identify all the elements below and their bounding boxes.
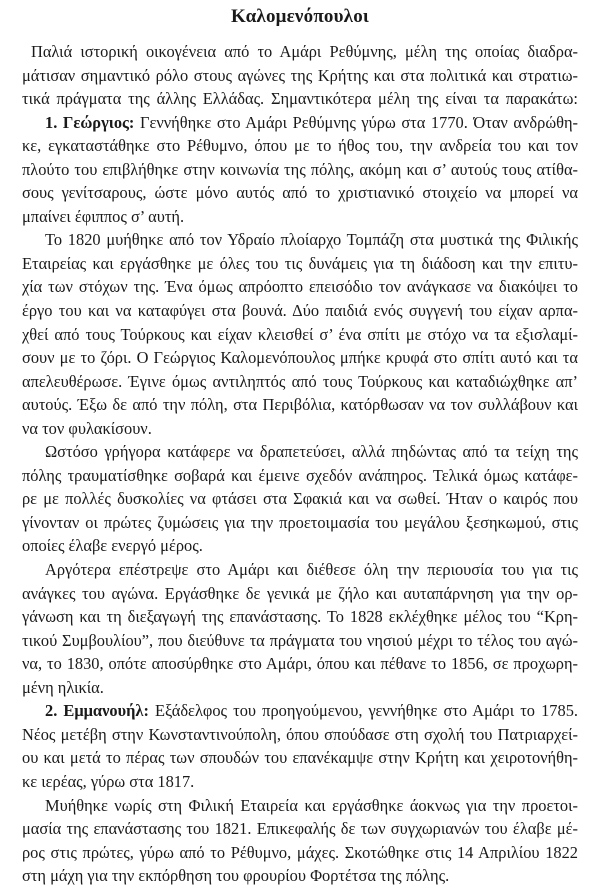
line-text: ρος στις πρώτες, γύρω από το Ρέθυμνο, μάχες. Σκοτώθηκε στις 14 Απριλίου 1822 [22,842,578,862]
line-text: αυτούς. Έξω δε από την πόλη, στα Περιβόλια, κατόρθωσαν να τον συλλάβουν και [22,395,578,415]
line-text: τικού Συμβουλίου”, που διεύθυνε τα πράγματα του νησιού μέχρι το τέλος του αγώ- [22,630,578,650]
line-text: απελευθέρωσε. Έγινε όμως αντιληπτός από τους Τούρκους και καταδιώχθηκε απ’ [22,371,578,391]
text-line [22,323,578,347]
line-text: Μυήθηκε νωρίς στη Φιλική Εταιρεία και εργάσθηκε άοκνως για την προετοι- [45,795,578,815]
line-text: Εταιρείας και εργάσθηκε με όλες του τις δυνάμεις για τη διάδοση και την επιτυ- [22,253,578,273]
text-line [22,181,578,205]
line-text: Το 1820 μυήθηκε από τον Υδραίο πλοίαρχο Τομπάζη στα μυστικά της Φιλικής [45,230,578,250]
line-text: να τον φυλακίσουν. [22,418,152,438]
text-line [22,746,578,770]
text-line [22,817,578,841]
text-line [22,40,578,64]
line-text: μένη ηλικία. [22,677,104,697]
text-line [22,158,578,182]
line-text: χία των στόχων της. Ένα όμως απρόοπτο επεισόδιο τον ανάγκασε να διακόψει το [22,277,578,297]
text-line [22,582,578,606]
text-line [22,393,578,417]
line-text: σουν με το ζόρι. Ο Γεώργιος Καλομενόπουλος μπήκε κρυφά στο σπίτι αυτό και τα [22,348,578,368]
page-title: Καλομενόπουλοι [230,6,370,27]
text-line [22,794,578,818]
text-line [22,464,578,488]
section-heading: 2. Εμμανουήλ: [45,701,149,721]
text-line [22,629,578,653]
line-text: μπαίνει έφιππος σ’ αυτή. [22,206,185,226]
text-line [22,134,578,158]
text-line [22,346,578,370]
text-line [22,558,578,582]
text-line [22,370,578,394]
line-text: κε, εγκαταστάθηκε στο Ρέθυμνο, όπου με το ήθος του, την ανδρεία του και τον [22,136,578,156]
text-line [22,299,578,323]
line-text: μασία της επανάστασης του 1821. Επικεφαλής δε των συγχωριανών του έλαβε μέ- [22,819,578,839]
line-text: Αργότερα επέστρεψε στο Αμάρι και διέθεσε όλη την περιουσία του για τις [45,560,578,580]
text-line [22,252,578,276]
line-text: ανάγκες του αγώνα. Εργάσθηκε δε γενικά με ζήλο και αυταπάρνηση για την ορ- [22,583,578,603]
text-line [22,111,578,135]
line-text: πλούτο του επιβλήθηκε στην κοινωνία της πόλης, ακόμη και σ’ αυτούς τους ατίθα- [22,159,578,179]
text-line [22,440,578,464]
text-line [22,723,578,747]
line-text: τικά πράγματα της άλλης Ελλάδας. Σημαντικότερα μέλη της είναι τα παρακάτω: [22,89,578,109]
line-text: γάνωση και τη διεξαγωγή της επανάστασης. Το 1828 εκλέχθηκε μέλος του “Κρη- [22,607,578,627]
line-text: στη μάχη για την εκπόρθηση του φρουρίου Φορτέτσα της πόλης. [22,866,450,886]
line-text: γίνονταν οι πρώτες ζυμώσεις για την προετοιμασία του μεγάλου ξεσηκωμού, στις [22,512,578,532]
line-text: Γεννήθηκε στο Αμάρι Ρεθύμνης γύρω στα 1770. Όταν ανδρώθη- [134,112,578,132]
line-text: σους γενίτσαρους, ώστε μόνο αυτός από το χριστιανικό στοιχείο να μπορεί να [22,183,578,203]
text-line [22,864,578,888]
line-text: χθεί από τους Τούρκους και είχαν κλεισθεί σ’ ένα σπίτι με στόχο να τα εξισλαμί- [22,324,578,344]
document-body [22,40,578,888]
text-line [22,228,578,252]
text-line [22,534,578,558]
line-text: Ωστόσο γρήγορα κατάφερε να δραπετεύσει, αλλά πηδώντας από τα τείχη της [45,442,578,462]
text-line [22,487,578,511]
text-line [22,652,578,676]
section-heading: 1. Γεώργιος: [45,112,135,132]
text-line [22,275,578,299]
line-text: κε ιερέας, γύρω στα 1817. [22,771,195,791]
line-text: ου και μετά το πέρας των σπουδών του επανέκαμψε στην Κρήτη και χειροτονήθη- [22,748,578,768]
line-text: έργο του και να καταφύγει στα βουνά. Δύο παιδιά ενός συγγενή του είχαν αρπα- [22,301,578,321]
line-text: ρε με πολλές δυσκολίες να φτάσει στα Σφακιά και να σωθεί. Ήταν ο καιρός που [22,489,578,509]
line-text: Παλιά ιστορική οικογένεια από το Αμάρι Ρεθύμνης, μέλη της οποίας διαδρα- [31,42,578,61]
text-line [22,205,578,229]
text-line [22,841,578,865]
line-text: οποίες έλαβε ενεργό μέρος. [22,536,203,556]
text-line [22,605,578,629]
line-text: μάτισαν σημαντικό ρόλο στους αγώνες της Κρήτης και στα πολιτικά και στρατιω- [22,65,578,85]
text-line [22,699,578,723]
line-text: Εξάδελφος του προηγούμενου, γεννήθηκε στο Αμάρι το 1785. [148,701,578,721]
text-line [22,417,578,441]
text-line [22,511,578,535]
text-line [22,770,578,794]
line-text: να, το 1830, οπότε αποσύρθηκε στο Αμάρι, όπου και πέθανε το 1856, σε προχωρη- [22,654,578,674]
line-text: Νέος μετέβη στην Κωνσταντινούπολη, όπου σπούδασε στη σχολή του Πατριαρχεί- [22,724,578,744]
text-line [22,87,578,111]
text-line [22,676,578,700]
text-line [22,64,578,88]
line-text: πόλης τραυματίσθηκε σοβαρά και έμεινε σχεδόν ανάπηρος. Τελικά όμως κατάφε- [22,465,578,485]
